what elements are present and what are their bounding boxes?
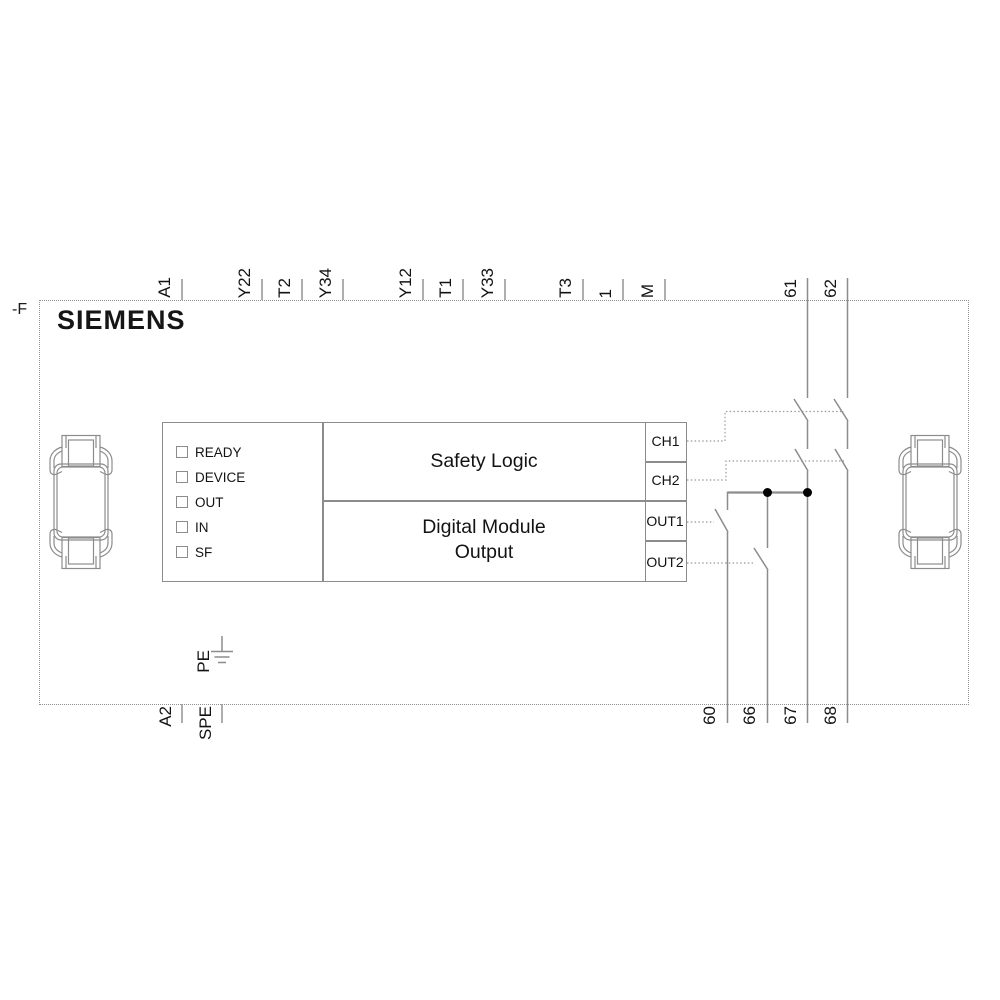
terminal-label-61: 61	[781, 279, 800, 298]
io-label-out1: OUT1	[646, 513, 684, 529]
io-row-divider-2	[645, 540, 686, 542]
terminal-label-t1: T1	[436, 278, 455, 298]
brand-logo-text: SIEMENS	[57, 305, 186, 335]
safety-logic-title: Safety Logic	[430, 450, 538, 472]
led-label-out: OUT	[195, 494, 224, 510]
device-reference-label: -F	[12, 301, 28, 318]
terminal-label-m: M	[638, 283, 657, 298]
led-row-device	[176, 469, 245, 485]
terminal-label-66: 66	[740, 706, 759, 725]
led-label-device: DEVICE	[195, 469, 246, 485]
led-indicator-sf	[176, 546, 188, 558]
terminal-label-spe: SPE	[196, 706, 215, 741]
led-indicator-device	[176, 471, 188, 483]
terminal-label-62: 62	[821, 279, 840, 298]
io-label-ch2: CH2	[651, 472, 680, 488]
digital-module-title	[323, 515, 645, 565]
led-indicator-ready	[176, 446, 188, 458]
block-horizontal-divider	[324, 500, 686, 502]
led-status-panel	[162, 422, 323, 582]
led-row-in	[176, 519, 209, 535]
io-label-ch1: CH1	[651, 433, 680, 449]
terminal-label-a1: A1	[155, 277, 174, 298]
led-row-ready	[176, 444, 242, 460]
led-label-ready: READY	[195, 444, 242, 460]
terminal-label-y33: Y33	[478, 267, 497, 298]
terminal-label-y22: Y22	[235, 267, 254, 298]
terminal-label-68: 68	[821, 706, 840, 725]
io-row-divider-1	[645, 461, 686, 463]
led-label-sf: SF	[195, 544, 213, 560]
digital-module-line2: Output	[454, 541, 514, 563]
led-row-sf	[176, 544, 212, 560]
terminal-label-a2: A2	[156, 706, 175, 727]
digital-module-line1: Digital Module	[422, 516, 546, 538]
led-indicator-out	[176, 496, 188, 508]
terminal-label-t2: T2	[275, 278, 294, 298]
terminal-label-67: 67	[781, 706, 800, 725]
led-label-in: IN	[195, 519, 209, 535]
led-row-out	[176, 494, 224, 510]
pe-label: PE	[194, 650, 213, 673]
terminal-label-y12: Y12	[396, 267, 415, 298]
led-indicator-in	[176, 521, 188, 533]
terminal-label-1: 1	[596, 288, 615, 298]
io-label-out2: OUT2	[646, 554, 684, 570]
terminal-label-y34: Y34	[316, 267, 335, 298]
terminal-label-60: 60	[700, 706, 719, 725]
terminal-label-t3: T3	[556, 278, 575, 298]
